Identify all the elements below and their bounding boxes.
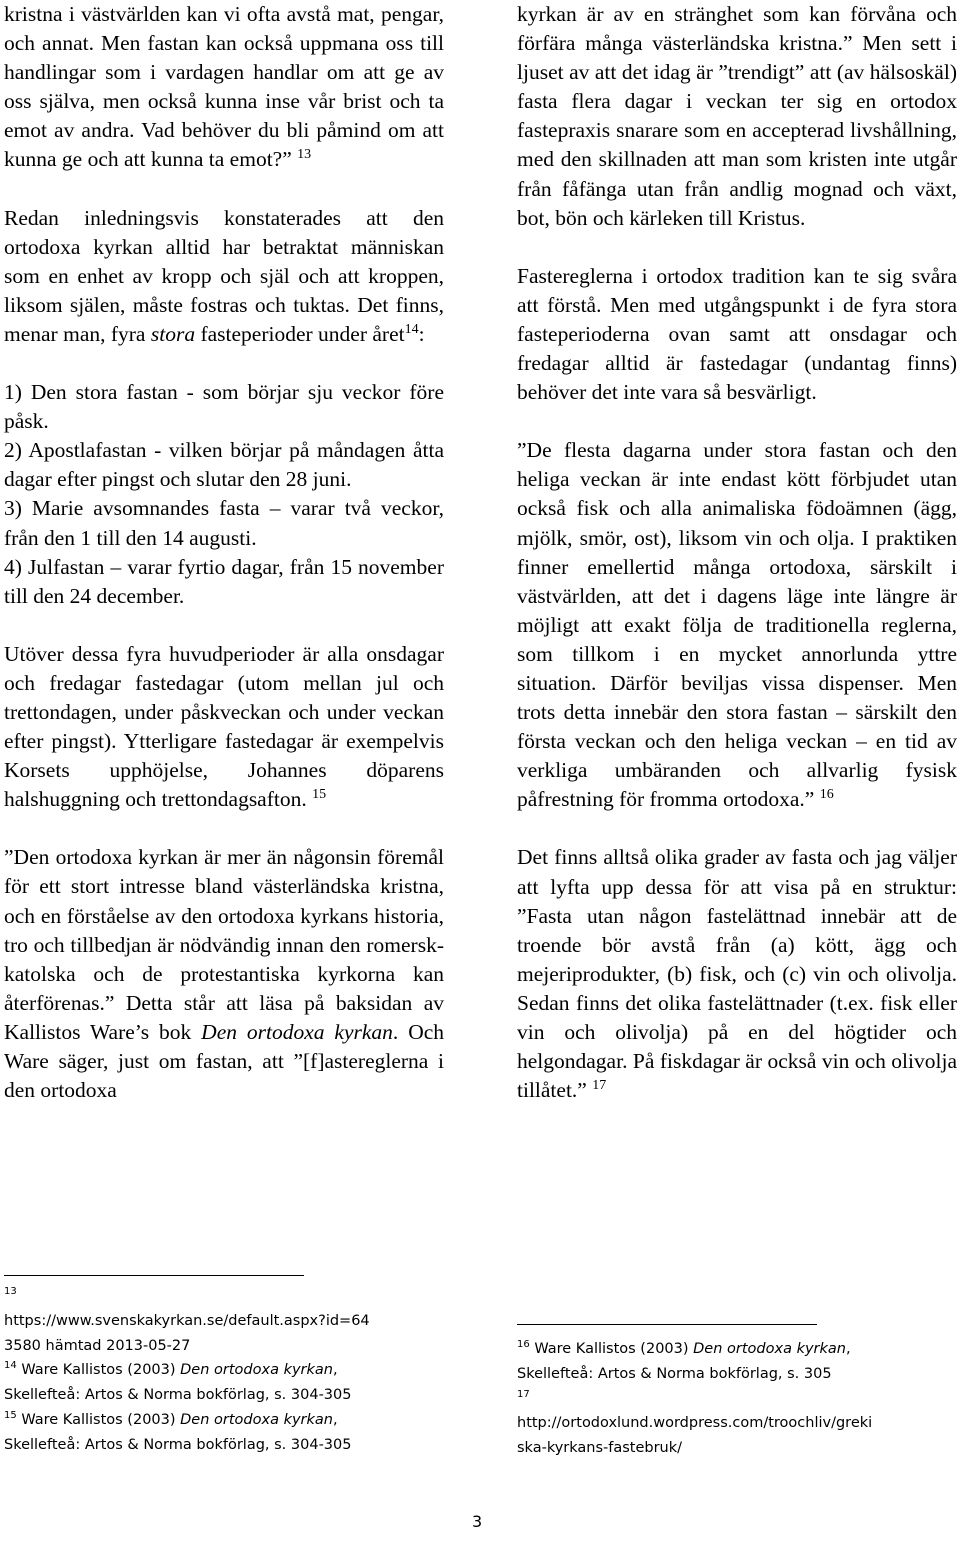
- paragraph-text: :: [418, 321, 425, 346]
- footnote-number: 13: [4, 1286, 17, 1297]
- page-number: 3: [472, 1512, 483, 1531]
- footnote-text: ,: [845, 1341, 851, 1357]
- footnote-text: ,: [332, 1411, 338, 1428]
- paragraph: [517, 436, 957, 814]
- footnote-separator: [517, 1324, 817, 1325]
- list-item: 4) Julfastan – varar fyrtio dagar, från 15 november till den 24 december.: [4, 554, 444, 608]
- emphasis-text: stora: [150, 321, 196, 346]
- paragraph: [4, 843, 444, 1105]
- footnote-text: Ware Kallistos (2003): [16, 1411, 181, 1428]
- paragraph-text: ”De flesta dagarna under stora fastan och den heliga veckan är inte endast kött förbjudet utan också fisk och alla animaliska födoämnen (ägg, mjölk, smör, ost), liksom vin och olja. I praktiken finner emellertid många ortodoxa, särskilt i västvärlden, att det i dagens läge inte längre är möjligt att exakt följa de traditionella reglerna, som tillkom i en mycket annorlunda yttre situation. Därför beviljas vissa dispenser. Men trots detta innebär den stora fastan – särskilt den första veckan och den heliga veckan – en tid av verkliga umbäranden och allvarlig fysisk påfrestning för fromma ortodoxa.”: [517, 438, 957, 812]
- paragraph: [4, 640, 444, 815]
- footnote-number: 16: [517, 1339, 530, 1350]
- footnote-text: Skellefteå: Artos & Norma bokförlag, s. 304-305: [4, 1436, 352, 1453]
- list-item: 3) Marie avsomnandes fasta – varar två veckor, från den 1 till den 14 augusti.: [4, 496, 444, 550]
- paragraph-text: ”Den ortodoxa kyrkan är mer än någonsin föremål för ett stort intresse bland västerländska kristna, och en förståelse av den ortodoxa kyrkans historia, tro och tillbedjan är nödvändig innan den romersk-katolska och de protestantiska kyrkorna kan återförenas.” Detta står att läsa på baksidan av Kallistos Ware’s bok: [4, 845, 444, 1044]
- book-title: Den ortodoxa kyrkan: [180, 1362, 333, 1379]
- paragraph: [517, 843, 957, 1105]
- footnote-ref[interactable]: 14: [404, 321, 419, 337]
- right-column: [517, 0, 957, 1105]
- left-column: [4, 0, 444, 1105]
- paragraph: Fastereglerna i ortodox tradition kan te sig svåra att förstå. Men med utgångspunkt i de fyra stora fasteperioderna ovan samt att onsdagar och fredagar alltid är fastedagar (undantag finns) behöver det inte vara så besvärligt.: [517, 263, 957, 405]
- footnote-number: 17: [517, 1388, 530, 1400]
- footnote-text: Ware Kallistos (2003): [16, 1362, 181, 1379]
- footnote-number: 15: [4, 1409, 17, 1421]
- footnote-ref[interactable]: 16: [819, 787, 834, 803]
- footnote-text: Skellefteå: Artos & Norma bokförlag, s. 304-305: [4, 1387, 352, 1404]
- paragraph-text: Utöver dessa fyra huvudperioder är alla onsdagar och fredagar fastedagar (utom mellan jul och trettondagen, under påskveckan och under veckan efter pingst). Ytterligare fastedagar är exempelvis Korsets upphöjelse, Johannes döparens halshuggning och trettondagsafton.: [4, 641, 444, 812]
- footnote-link[interactable]: http://ortodoxlund.wordpress.com/troochliv/greki: [517, 1415, 873, 1432]
- book-title: Den ortodoxa kyrkan: [693, 1341, 846, 1357]
- footnote-link[interactable]: ska-kyrkans-fastebruk/: [517, 1440, 683, 1457]
- paragraph-text: . Och Ware säger, just om fastan, att ”[f]astereglerna i den ortodoxa: [4, 1019, 445, 1103]
- paragraph: [4, 0, 444, 175]
- paragraph: [4, 204, 444, 349]
- paragraph-text: Det finns alltså olika grader av fasta och jag väljer att lyfta upp dessa för att visa på en struktur: ”Fasta utan någon fastelättnad innebär att de troende bör avstå från (a) kött, ägg och mejeriprodukter, (b) fisk, och (c) vin och olivolja. Sedan finns det olika fastelättnader (t.ex. fisk eller vin och olivolja) på en del högtider och helgondagar. På fiskdagar är också vin och olivolja tillåtet.”: [517, 845, 957, 1103]
- list-item: 2) Apostlafastan - vilken börjar på måndagen åtta dagar efter pingst och slutar den 28 juni.: [4, 438, 444, 492]
- paragraph-text: kristna i västvärlden kan vi ofta avstå mat, pengar, och annat. Men fastan kan också uppmana oss till handlingar som i vardagen handlar om att ge av oss själva, men också kunna inse vår brist och ta emot av andra. Vad behöver du bli påmind om att kunna ge och att kunna ta emot?”: [4, 2, 444, 172]
- footnote-ref[interactable]: 13: [297, 147, 312, 163]
- footnote-text: Ware Kallistos (2003): [529, 1341, 694, 1357]
- footnote-separator: [4, 1275, 304, 1276]
- footnote-link[interactable]: https://www.svenskakyrkan.se/default.aspx?id=64: [4, 1312, 370, 1329]
- book-title: Den ortodoxa kyrkan: [201, 1019, 393, 1044]
- paragraph-text: Redan inledningsvis konstaterades att den ortodoxa kyrkan alltid har betraktat människan som en enhet av kropp och själ och att kroppen, liksom själen, måste fostras och tuktas. Det finns, menar man, fyra: [4, 205, 444, 346]
- footnote-text: 3580 hämtad 2013-05-27: [4, 1337, 191, 1354]
- footnote-number: 14: [4, 1360, 17, 1372]
- footnote-ref[interactable]: 17: [592, 1078, 607, 1094]
- footnote-text: Skellefteå: Artos & Norma bokförlag, s. 305: [517, 1365, 832, 1382]
- paragraph-text: fasteperioder under året: [200, 321, 405, 346]
- book-title: Den ortodoxa kyrkan: [180, 1411, 333, 1428]
- footnote-ref[interactable]: 15: [312, 787, 327, 803]
- paragraph: kyrkan är av en stränghet som kan förvåna och förfära många västerländska kristna.” Men sett i ljuset av att det idag är ”trendigt” att (av hälsoskäl) fasta flera dagar i veckan ter sig en ortodox fastepraxis snarare som en accepterad livshållning, med den skillnaden att man som kristen inte utgår från fåfänga utan från andlig mognad och växt, bot, bön och kärleken till Kristus.: [517, 2, 957, 230]
- footnotes-right: [517, 1337, 872, 1461]
- list-item: 1) Den stora fastan - som börjar sju veckor före påsk.: [4, 380, 444, 434]
- footnote-text: ,: [332, 1362, 338, 1379]
- footnotes-left: [4, 1284, 370, 1458]
